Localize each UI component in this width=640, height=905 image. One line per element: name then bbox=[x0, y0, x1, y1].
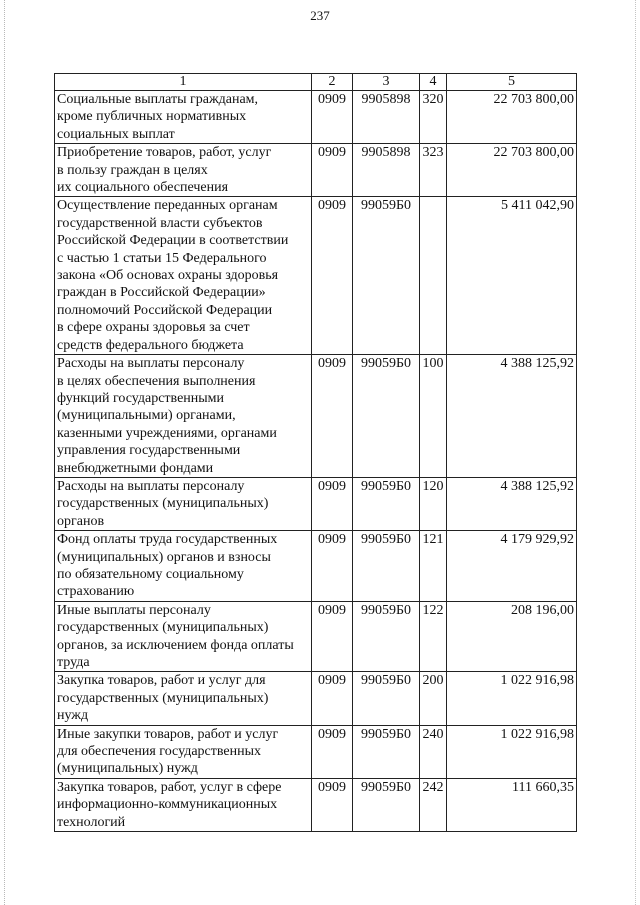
expense-name-line: страхованию bbox=[57, 584, 135, 600]
expense-name bbox=[55, 197, 312, 355]
section-code: 0909 bbox=[312, 91, 353, 144]
target-article-code: 99059Б0 bbox=[353, 778, 420, 831]
table-row bbox=[55, 355, 577, 478]
expense-name-line: государственных (муниципальных) bbox=[57, 690, 269, 706]
expense-kind-code: 120 bbox=[420, 477, 447, 530]
expense-name-line: в целях обеспечения выполнения bbox=[57, 373, 256, 389]
amount-value: 208 196,00 bbox=[447, 601, 577, 672]
table-row bbox=[55, 601, 577, 672]
table-row bbox=[55, 725, 577, 778]
amount-value: 5 411 042,90 bbox=[447, 197, 577, 355]
column-header-kind: 4 bbox=[420, 74, 447, 91]
amount-value: 22 703 800,00 bbox=[447, 144, 577, 197]
expense-name-line: для обеспечения государственных bbox=[57, 744, 261, 760]
expense-name bbox=[55, 477, 312, 530]
amount-value: 4 388 125,92 bbox=[447, 477, 577, 530]
expense-name-line: граждан в Российской Федерации» bbox=[57, 285, 266, 301]
budget-table bbox=[54, 73, 577, 832]
expense-kind-code: 323 bbox=[420, 144, 447, 197]
section-code: 0909 bbox=[312, 144, 353, 197]
expense-name-line: с частью 1 статьи 15 Федерального bbox=[57, 250, 267, 266]
target-article-code: 9905898 bbox=[353, 144, 420, 197]
section-code: 0909 bbox=[312, 477, 353, 530]
expense-name-line: закона «Об основах охраны здоровья bbox=[57, 268, 279, 284]
table-row bbox=[55, 672, 577, 725]
expense-name-line: государственной власти субъектов bbox=[57, 215, 263, 231]
scan-edge-left bbox=[4, 0, 6, 905]
expense-name-line: кроме публичных нормативных bbox=[57, 109, 247, 125]
section-code: 0909 bbox=[312, 778, 353, 831]
table-row bbox=[55, 778, 577, 831]
expense-name-line: в сфере охраны здоровья за счет bbox=[57, 320, 250, 336]
expense-name bbox=[55, 725, 312, 778]
expense-name-line: (муниципальных) органов и взносы bbox=[57, 549, 271, 565]
expense-name bbox=[55, 144, 312, 197]
section-code: 0909 bbox=[312, 725, 353, 778]
section-code: 0909 bbox=[312, 531, 353, 602]
table-row bbox=[55, 144, 577, 197]
expense-name-line: Фонд оплаты труда государственных bbox=[57, 532, 278, 548]
expense-name-line: внебюджетными фондами bbox=[57, 460, 214, 476]
header-row bbox=[55, 74, 577, 91]
amount-value: 4 388 125,92 bbox=[447, 355, 577, 478]
expense-kind-code bbox=[420, 197, 447, 355]
expense-name-line: Иные закупки товаров, работ и услуг bbox=[57, 726, 279, 742]
expense-name-line: средств федерального бюджета bbox=[57, 337, 244, 353]
expense-name-line: управления государственными bbox=[57, 443, 241, 459]
expense-kind-code: 320 bbox=[420, 91, 447, 144]
expense-name-line: Социальные выплаты гражданам, bbox=[57, 92, 259, 107]
amount-value: 22 703 800,00 bbox=[447, 91, 577, 144]
table-body bbox=[55, 91, 577, 832]
table-row bbox=[55, 91, 577, 144]
section-code: 0909 bbox=[312, 672, 353, 725]
section-code: 0909 bbox=[312, 355, 353, 478]
target-article-code: 99059Б0 bbox=[353, 531, 420, 602]
target-article-code: 99059Б0 bbox=[353, 725, 420, 778]
expense-name-line: государственных (муниципальных) bbox=[57, 620, 269, 636]
expense-name-line: Расходы на выплаты персоналу bbox=[57, 356, 245, 372]
expense-name-line: Российской Федерации в соответствии bbox=[57, 233, 289, 249]
target-article-code: 99059Б0 bbox=[353, 477, 420, 530]
expense-name bbox=[55, 672, 312, 725]
amount-value: 111 660,35 bbox=[447, 778, 577, 831]
expense-name bbox=[55, 355, 312, 478]
expense-name-line: органов bbox=[57, 513, 105, 529]
expense-kind-code: 240 bbox=[420, 725, 447, 778]
expense-name-line: органов, за исключением фонда оплаты bbox=[57, 637, 294, 653]
target-article-code: 99059Б0 bbox=[353, 672, 420, 725]
expense-name-line: информационно-коммуникационных bbox=[57, 797, 278, 813]
expense-name-line: государственных (муниципальных) bbox=[57, 496, 269, 512]
expense-name bbox=[55, 778, 312, 831]
column-header-section: 2 bbox=[312, 74, 353, 91]
expense-name-line: их социального обеспечения bbox=[57, 180, 229, 196]
target-article-code: 99059Б0 bbox=[353, 601, 420, 672]
expense-name-line: Приобретение товаров, работ, услуг bbox=[57, 145, 272, 161]
target-article-code: 99059Б0 bbox=[353, 197, 420, 355]
column-header-amount: 5 bbox=[447, 74, 577, 91]
expense-kind-code: 100 bbox=[420, 355, 447, 478]
target-article-code: 99059Б0 bbox=[353, 355, 420, 478]
scan-edge-right bbox=[635, 0, 637, 905]
amount-value: 1 022 916,98 bbox=[447, 725, 577, 778]
expense-name-line: по обязательному социальному bbox=[57, 566, 244, 582]
expense-name-line: (муниципальных) нужд bbox=[57, 761, 198, 777]
expense-name-line: Расходы на выплаты персоналу bbox=[57, 478, 245, 494]
amount-value: 1 022 916,98 bbox=[447, 672, 577, 725]
column-header-article: 3 bbox=[353, 74, 420, 91]
expense-name-line: функций государственными bbox=[57, 390, 225, 406]
expense-name-line: казенными учреждениями, органами bbox=[57, 425, 277, 441]
expense-name-line: Иные выплаты персоналу bbox=[57, 602, 211, 618]
expense-kind-code: 121 bbox=[420, 531, 447, 602]
expense-name-line: технологий bbox=[57, 814, 126, 830]
page-number: 237 bbox=[310, 8, 330, 23]
target-article-code: 9905898 bbox=[353, 91, 420, 144]
expense-name-line: нужд bbox=[57, 708, 89, 724]
expense-name-line: (муниципальными) органами, bbox=[57, 408, 236, 424]
expense-name-line: в пользу граждан в целях bbox=[57, 162, 208, 178]
expense-name-line: социальных выплат bbox=[57, 126, 175, 142]
expense-name-line: труда bbox=[57, 655, 90, 670]
expense-name-line: полномочий Российской Федерации bbox=[57, 302, 273, 318]
table-row bbox=[55, 531, 577, 602]
expense-kind-code: 200 bbox=[420, 672, 447, 725]
expense-kind-code: 122 bbox=[420, 601, 447, 672]
expense-name-line: Осуществление переданных органам bbox=[57, 198, 278, 214]
expense-name bbox=[55, 91, 312, 144]
expense-name bbox=[55, 601, 312, 672]
column-header-name: 1 bbox=[55, 74, 312, 91]
section-code: 0909 bbox=[312, 601, 353, 672]
amount-value: 4 179 929,92 bbox=[447, 531, 577, 602]
expense-kind-code: 242 bbox=[420, 778, 447, 831]
expense-name-line: Закупка товаров, работ и услуг для bbox=[57, 673, 266, 689]
expense-name bbox=[55, 531, 312, 602]
section-code: 0909 bbox=[312, 197, 353, 355]
expense-name-line: Закупка товаров, работ, услуг в сфере bbox=[57, 779, 282, 795]
table-row bbox=[55, 197, 577, 355]
table-row bbox=[55, 477, 577, 530]
